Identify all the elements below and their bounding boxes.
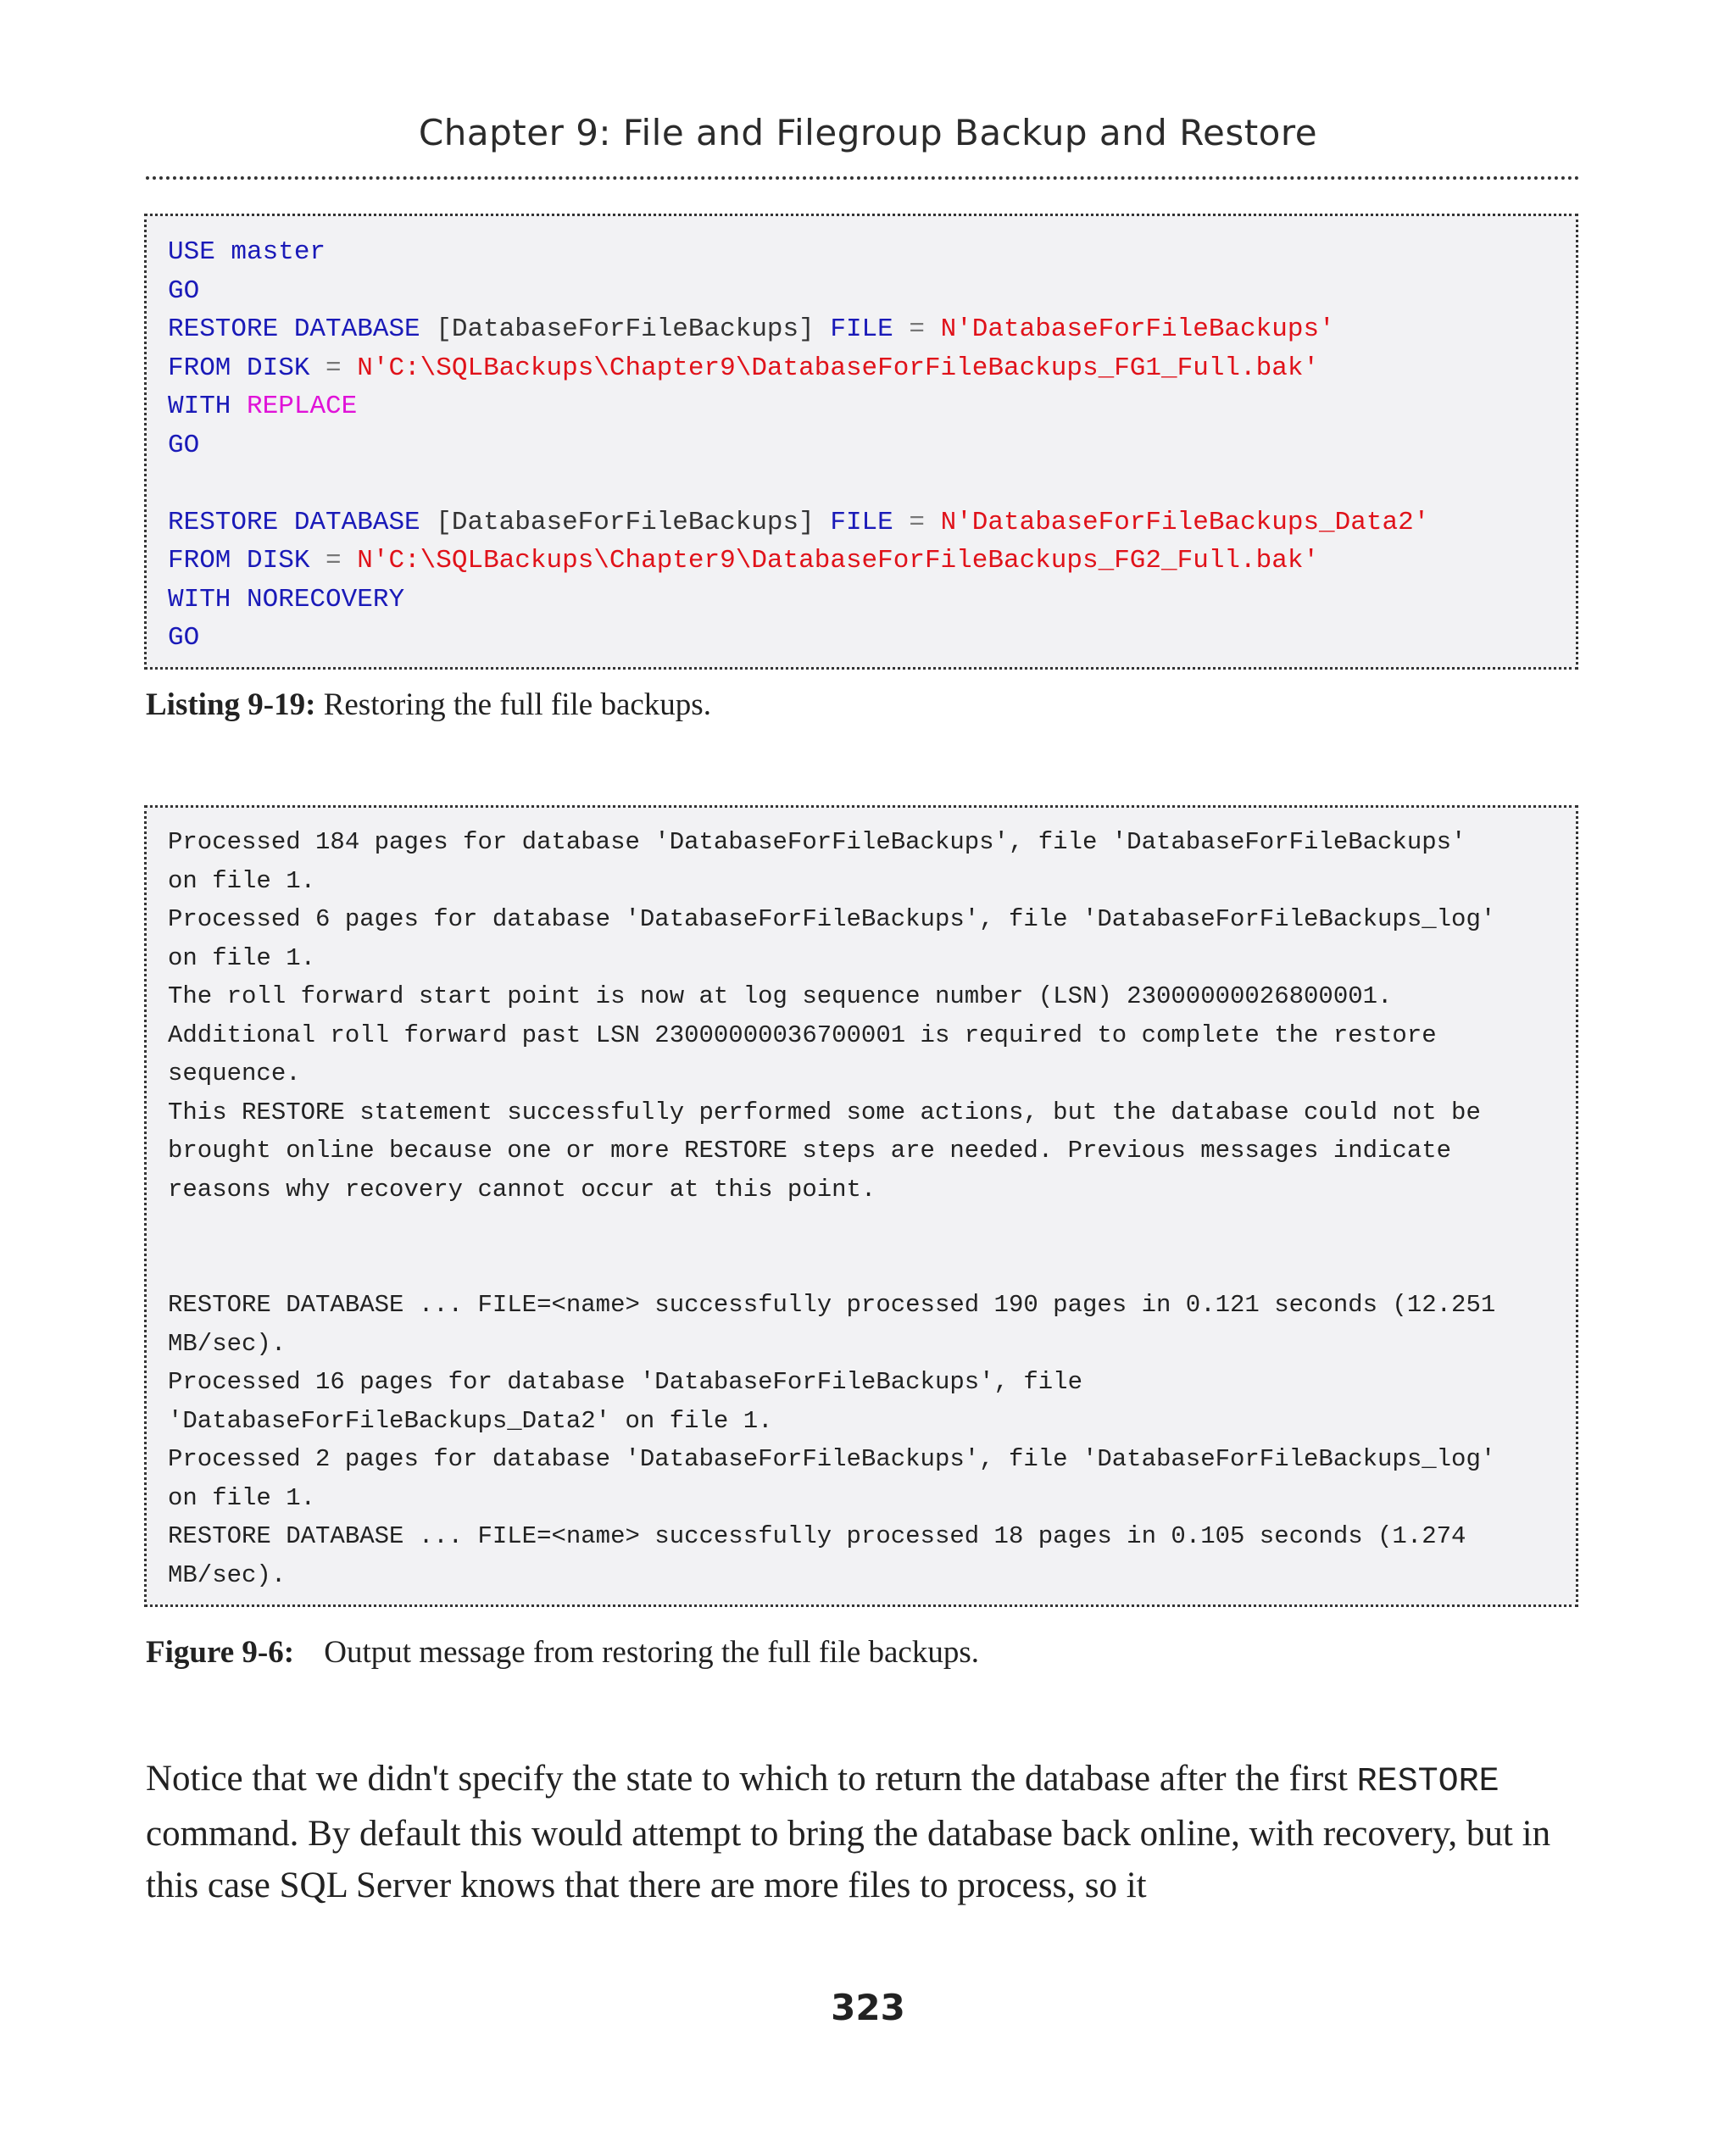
- code-token: WITH: [168, 392, 231, 421]
- output-line: sequence.: [168, 1059, 301, 1087]
- code-token: FROM DISK: [168, 353, 310, 383]
- figure-caption: [146, 1634, 979, 1671]
- code-line: [168, 272, 1576, 311]
- code-token: RESTORE DATABASE: [168, 314, 420, 344]
- chapter-header: Chapter 9: File and Filegroup Backup and Restore: [418, 112, 1318, 153]
- listing-caption: [146, 687, 711, 723]
- code-token: [231, 392, 247, 421]
- output-line: Processed 184 pages for database 'DatabaseForFileBackups', file 'DatabaseForFileBackups': [168, 828, 1466, 856]
- code-token: WITH NORECOVERY: [168, 584, 405, 614]
- body-text-after: command. By default this would attempt to bring the database back online, with recovery, but in this case SQL Server knows that there are more files to process, so it: [146, 1814, 1551, 1905]
- output-line: Processed 6 pages for database 'DatabaseForFileBackups', file 'DatabaseForFileBackups_log': [168, 905, 1496, 933]
- output-line: reasons why recovery cannot occur at this point.: [168, 1175, 876, 1204]
- output-line: Processed 2 pages for database 'DatabaseForFileBackups', file 'DatabaseForFileBackups_log': [168, 1445, 1496, 1473]
- code-token: GO: [168, 275, 200, 306]
- body-text-before: Notice that we didn't specify the state to which to return the database after the first: [146, 1759, 1357, 1799]
- code-line: [168, 310, 1576, 349]
- code-token: N'DatabaseForFileBackups': [940, 314, 1335, 344]
- code-token: =: [309, 546, 358, 576]
- output-message-box: [144, 805, 1578, 1607]
- sql-listing-box: [144, 214, 1578, 670]
- output-line: RESTORE DATABASE ... FILE=<name> successfully processed 18 pages in 0.105 seconds (1.274: [168, 1522, 1466, 1550]
- code-line: [168, 387, 1576, 426]
- code-token: GO: [168, 623, 200, 653]
- code-token: N'C:\SQLBackups\Chapter9\DatabaseForFileBackups_FG2_Full.bak': [357, 546, 1320, 576]
- sql-listing-lines: [168, 233, 1576, 658]
- inline-code-restore: RESTORE: [1356, 1763, 1500, 1801]
- figure-caption-text: Output message from restoring the full file backups.: [324, 1635, 979, 1670]
- code-token: RESTORE DATABASE: [168, 507, 420, 537]
- code-line: [168, 581, 1576, 620]
- output-line: The roll forward start point is now at log sequence number (LSN) 23000000026800001.: [168, 982, 1393, 1010]
- code-line: [168, 426, 1576, 465]
- code-line: [168, 233, 1576, 272]
- code-token: REPLACE: [247, 392, 358, 421]
- code-token: N'C:\SQLBackups\Chapter9\DatabaseForFileBackups_FG1_Full.bak': [357, 353, 1320, 383]
- output-line: MB/sec).: [168, 1560, 287, 1589]
- body-paragraph: [146, 1753, 1604, 1911]
- code-token: FILE: [830, 507, 893, 537]
- code-line: [168, 542, 1576, 581]
- code-token: [DatabaseForFileBackups]: [420, 314, 831, 344]
- code-token: FROM DISK: [168, 546, 310, 576]
- output-line: [168, 1209, 1576, 1248]
- code-token: =: [309, 353, 358, 383]
- figure-caption-label: Figure 9-6:: [146, 1635, 295, 1670]
- code-token: FILE: [830, 314, 893, 344]
- output-line: Processed 16 pages for database 'DatabaseForFileBackups', file: [168, 1368, 1082, 1396]
- output-line: 'DatabaseForFileBackups_Data2' on file 1.: [168, 1406, 773, 1435]
- header-divider: [146, 176, 1580, 180]
- code-token: N'DatabaseForFileBackups_Data2': [940, 507, 1430, 537]
- page-number: 323: [831, 1987, 905, 2028]
- code-token: USE master: [168, 237, 326, 267]
- code-token: [DatabaseForFileBackups]: [420, 507, 831, 537]
- output-line: Additional roll forward past LSN 23000000036700001 is required to complete the restore: [168, 1020, 1437, 1049]
- output-line: [168, 1248, 1576, 1287]
- code-token: =: [893, 314, 941, 344]
- output-line: on file 1.: [168, 943, 316, 972]
- output-message-lines: [168, 823, 1576, 1594]
- code-line: [168, 619, 1576, 658]
- output-line: on file 1.: [168, 1483, 316, 1512]
- output-line: This RESTORE statement successfully performed some actions, but the database could not be: [168, 1098, 1481, 1126]
- listing-caption-text: Restoring the full file backups.: [323, 687, 711, 722]
- code-line: [168, 464, 1576, 503]
- output-line: MB/sec).: [168, 1329, 287, 1358]
- output-line: RESTORE DATABASE ... FILE=<name> successfully processed 190 pages in 0.121 seconds (12.251: [168, 1291, 1496, 1319]
- output-line: on file 1.: [168, 866, 316, 895]
- code-line: [168, 349, 1576, 388]
- listing-caption-label: Listing 9-19:: [146, 687, 316, 722]
- code-token: GO: [168, 430, 200, 460]
- output-line: brought online because one or more RESTORE steps are needed. Previous messages indicate: [168, 1137, 1452, 1165]
- code-line: [168, 503, 1576, 542]
- code-token: =: [893, 507, 941, 537]
